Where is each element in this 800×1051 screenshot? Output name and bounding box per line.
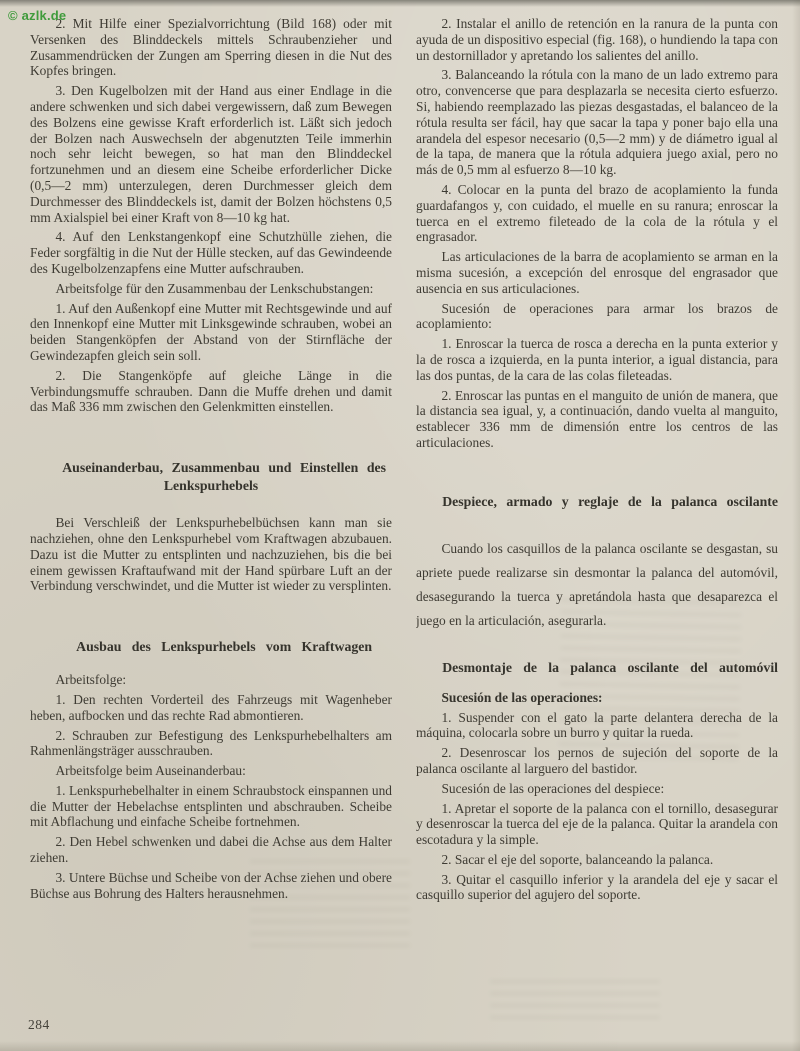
sub-heading: Sucesión de las operaciones:	[441, 689, 603, 705]
german-column	[30, 16, 392, 907]
paragraph: Bei Verschleiß der Lenkspurhebelbüchsen kann man sie nachziehen, ohne den Lenkspurhebel vom Kraftwagen abzubauen. Dazu ist die Mutter zu entsplinten und nachzuziehen, bis die bei einem gewissen Kraftaufwand mit der Hand spürbare Luft an der Verbindung verschwindet, und die Mutter ist wieder zu versplinten.	[30, 515, 392, 594]
paragraph: Arbeitsfolge für den Zusammenbau der Lenkschubstangen:	[55, 280, 374, 296]
paragraph: 3. Quitar el casquillo inferior y la arandela del eje y sacar el casquillo superior del agujero del soporte.	[416, 871, 778, 903]
paragraph: 2. Mit Hilfe einer Spezialvorrichtung (Bild 168) oder mit Versenken des Blinddeckels mittels Schraubenzieher und Zusammendrücken der Zungen am Sperring diesen in die Nut des Kopfes bringen.	[30, 16, 392, 79]
paragraph: 1. Lenkspurhebelhalter in einem Schraubstock einspannen und die Mutter der Hebelachse entsplinten und abschrauben. Scheibe mit Abflachung und einfache Scheibe fortnehmen.	[30, 782, 392, 830]
page-bleedthrough	[490, 980, 660, 1020]
paragraph: Las articulaciones de la barra de acoplamiento se arman en la misma sucesión, a excepción del enrosque del engrasador que ausencia en sus articulaciones.	[416, 249, 778, 296]
paragraph: 2. Instalar el anillo de retención en la ranura de la punta con ayuda de un dispositivo especial (fig. 168), o hundiendo la tapa con un destornillador y apretando los salientes del anillo.	[416, 16, 778, 63]
page-number: 284	[28, 1017, 50, 1032]
paragraph: 2. Desenroscar los pernos de sujeción del soporte de la palanca oscilante al larguero del bastidor.	[416, 745, 778, 776]
paragraph: Arbeitsfolge:	[55, 672, 127, 688]
paragraph: 1. Apretar el soporte de la palanca con el tornillo, desasegurar y desenroscar la tuerca del eje de la palanca. Quitar la arandela con escotadura y la simple.	[416, 800, 778, 848]
section-heading: Auseinanderbau, Zusammenbau und Einstellen des Lenkspurhebels	[62, 460, 386, 494]
section-heading: Despiece, armado y reglaje de la palanca oscilante	[442, 493, 778, 509]
watermark-text: © azlk.de	[8, 8, 67, 23]
paragraph: Sucesión de operaciones para armar los brazos de acoplamiento:	[416, 300, 778, 332]
paragraph: 3. Den Kugelbolzen mit der Hand aus einer Endlage in die andere schwenken und sich dabei vergewissern, daß zum Bewegen des Bolzens eine gewisse Kraft erforderlich ist. Läßt sich jedoch der Bolzen nach Auswechseln der abgenutzten Teile immerhin noch sehr leicht bewegen, so hat man den Blinddeckel fortzunehmen und an diesem eine Scheibe erforderlicher Dicke (0,5—2 mm) unterzulegen, deren Durchmesser gleich dem Durchmesser des Blinddeckels ist, damit der Bolzen höchstens 0,5 mm Axialspiel bei einer Kraft von 8—10 kg hat.	[30, 83, 392, 225]
two-column-layout	[30, 16, 778, 907]
section-heading: Desmontaje de la palanca oscilante del automóvil	[442, 659, 778, 675]
spanish-column	[416, 16, 778, 907]
paragraph: 2. Enroscar las puntas en el manguito de unión de manera, que la distancia sea igual, y, a continuación, dando vuelta al manguito, establecer 336 mm de dimensión entre los centros de las articulaciones.	[416, 387, 778, 450]
paragraph: 1. Enroscar la tuerca de rosca a derecha en la punta exterior y la de rosca a izquierda, en la punta interior, a igual distancia, para las dos puntas, de la cara de las colas fileteadas.	[416, 336, 778, 383]
paragraph: Sucesión de las operaciones del despiece:	[441, 780, 665, 796]
paragraph: 2. Sacar el eje del soporte, balanceando la palanca.	[441, 851, 714, 867]
paragraph: 2. Die Stangenköpfe auf gleiche Länge in die Verbindungsmuffe schrauben. Dann die Muffe drehen und damit das Maß 336 mm zwischen den Gelenkmitten einstellen.	[30, 367, 392, 415]
paragraph: Arbeitsfolge beim Auseinanderbau:	[55, 763, 246, 779]
paragraph: 1. Auf den Außenkopf eine Mutter mit Rechtsgewinde und auf den Innenkopf eine Mutter mit Linksgewinde schrauben, wobei an beiden Stangenköpfen der Abstand von der Stirnfläche der Gewindezapfen gleich sein soll.	[30, 300, 392, 363]
paragraph: 2. Schrauben zur Befestigung des Lenkspurhebelhalters am Rahmenlängsträger ausschrauben.	[30, 727, 392, 759]
section-heading: Ausbau des Lenkspurhebels vom Kraftwagen	[76, 639, 373, 655]
paragraph: 3. Untere Büchse und Scheibe von der Achse ziehen und obere Büchse aus Bohrung des Halters herausnehmen.	[30, 869, 392, 901]
paragraph: 4. Colocar en la punta del brazo de acoplamiento la funda guardafangos y, con cuidado, el muelle en su ranura; enroscar la tuerca en el extremo fileteado de la cola de la rótula y el engrasador.	[416, 181, 778, 245]
paragraph: 3. Balanceando la rótula con la mano de un lado extremo para otro, convencerse que para desplazarla se necesita cierto esfuerzo. Si, habiendo reemplazado las piezas desgastadas, el balanceo de la rótula resulta ser fácil, hay que sacar la tapa y poner bajo ella una arandela del espesor necesario (0,5—2 mm) y de diámetro igual al de la tapa, de manera que la rótula adquiera juego axial, pero no más de 0,5 mm al esfuerzo 8—10 kg.	[416, 67, 778, 178]
paragraph: 1. Den rechten Vorderteil des Fahrzeugs mit Wagenheber heben, aufbocken und das rechte Rad abmontieren.	[30, 691, 392, 723]
paragraph: 2. Den Hebel schwenken und dabei die Achse aus dem Halter ziehen.	[30, 834, 392, 866]
paragraph: 4. Auf den Lenkstangenkopf eine Schutzhülle ziehen, die Feder sorgfältig in die Nut der Hülle stecken, auf das Gewindeende des Kugelbolzenzapfens eine Mutter aufschrauben.	[30, 229, 392, 276]
paragraph: Cuando los casquillos de la palanca oscilante se desgastan, su apriete puede realizarse sin desmontar la palanca del automóvil, desasegurando la tuerca y apretándola hasta que desaparezca el juego en la articulación, asegurarla.	[416, 540, 778, 628]
paragraph: 1. Suspender con el gato la parte delantera derecha de la máquina, colocarla sobre un burro y quitar la rueda.	[416, 709, 778, 741]
